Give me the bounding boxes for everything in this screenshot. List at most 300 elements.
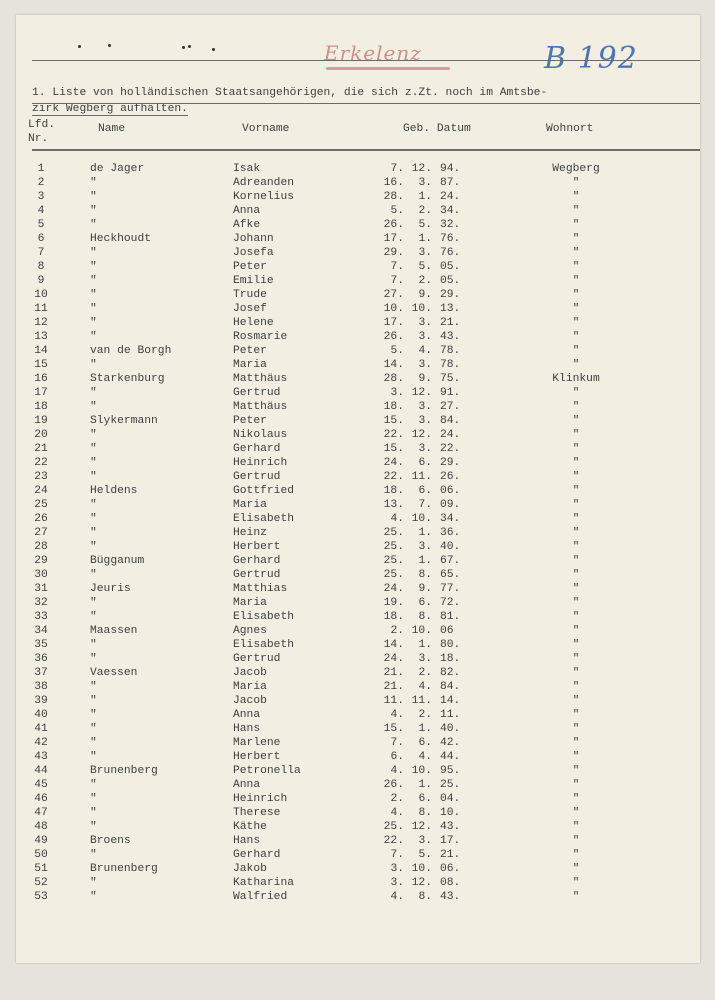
birth-day: 26. bbox=[383, 331, 404, 343]
row-number: 9 bbox=[37, 275, 45, 287]
birth-day: 4. bbox=[390, 807, 404, 819]
birth-month: 5. bbox=[418, 261, 432, 273]
birth-month: 11. bbox=[411, 695, 432, 707]
residence: " bbox=[572, 751, 580, 763]
row-number: 6 bbox=[37, 233, 45, 245]
first-name: Jakob bbox=[233, 863, 267, 875]
birth-month: 2. bbox=[418, 205, 432, 217]
surname: Maassen bbox=[90, 625, 138, 637]
surname: " bbox=[90, 247, 97, 259]
first-name: Josefa bbox=[233, 247, 274, 259]
birth-month: 11. bbox=[411, 471, 432, 483]
residence: " bbox=[572, 583, 580, 595]
row-number: 27 bbox=[34, 527, 48, 539]
birth-year: 09. bbox=[440, 499, 461, 511]
birth-day: 11. bbox=[383, 695, 404, 707]
table-row bbox=[0, 330, 700, 344]
birth-month: 1. bbox=[418, 779, 432, 791]
birth-year: 06 bbox=[440, 625, 454, 637]
table-row bbox=[0, 288, 700, 302]
birth-year: 76. bbox=[440, 233, 461, 245]
residence: " bbox=[572, 653, 580, 665]
row-number: 7 bbox=[37, 247, 45, 259]
birth-month: 9. bbox=[418, 373, 432, 385]
header-rule bbox=[32, 149, 700, 151]
first-name: Adreanden bbox=[233, 177, 295, 189]
first-name: Anna bbox=[233, 205, 261, 217]
birth-day: 22. bbox=[383, 471, 404, 483]
birth-month: 10. bbox=[411, 863, 432, 875]
birth-day: 25. bbox=[383, 569, 404, 581]
row-number: 4 bbox=[37, 205, 45, 217]
surname: " bbox=[90, 331, 97, 343]
birth-year: 76. bbox=[440, 247, 461, 259]
surname: Starkenburg bbox=[90, 373, 165, 385]
residence: " bbox=[572, 527, 580, 539]
birth-year: 43. bbox=[440, 331, 461, 343]
ink-speckles bbox=[42, 39, 212, 53]
birth-year: 29. bbox=[440, 457, 461, 469]
first-name: Gerhard bbox=[233, 555, 281, 567]
row-number: 53 bbox=[34, 891, 48, 903]
birth-day: 29. bbox=[383, 247, 404, 259]
table-row bbox=[0, 708, 700, 722]
birth-month: 8. bbox=[418, 891, 432, 903]
first-name: Kornelius bbox=[233, 191, 295, 203]
birth-month: 6. bbox=[418, 597, 432, 609]
birth-month: 3. bbox=[418, 401, 432, 413]
row-number: 26 bbox=[34, 513, 48, 525]
first-name: Jacob bbox=[233, 695, 267, 707]
birth-day: 15. bbox=[383, 415, 404, 427]
birth-month: 3. bbox=[418, 653, 432, 665]
birth-year: 67. bbox=[440, 555, 461, 567]
birth-month: 8. bbox=[418, 611, 432, 623]
row-number: 32 bbox=[34, 597, 48, 609]
row-number: 21 bbox=[34, 443, 48, 455]
table-row bbox=[0, 162, 700, 176]
surname: " bbox=[90, 779, 97, 791]
first-name: Agnes bbox=[233, 625, 267, 637]
first-name: Gertrud bbox=[233, 569, 281, 581]
residence: " bbox=[572, 891, 580, 903]
birth-day: 5. bbox=[390, 205, 404, 217]
birth-day: 28. bbox=[383, 373, 404, 385]
birth-day: 21. bbox=[383, 667, 404, 679]
row-number: 52 bbox=[34, 877, 48, 889]
birth-month: 10. bbox=[411, 625, 432, 637]
birth-month: 1. bbox=[418, 233, 432, 245]
row-number: 5 bbox=[37, 219, 45, 231]
row-number: 45 bbox=[34, 779, 48, 791]
row-number: 25 bbox=[34, 499, 48, 511]
surname: " bbox=[90, 275, 97, 287]
birth-year: 95. bbox=[440, 765, 461, 777]
birth-year: 65. bbox=[440, 569, 461, 581]
table-row bbox=[0, 694, 700, 708]
birth-month: 8. bbox=[418, 807, 432, 819]
birth-year: 06. bbox=[440, 863, 461, 875]
birth-month: 1. bbox=[418, 527, 432, 539]
surname: " bbox=[90, 751, 97, 763]
birth-year: 40. bbox=[440, 723, 461, 735]
birth-day: 2. bbox=[390, 793, 404, 805]
table-row bbox=[0, 302, 700, 316]
document-title bbox=[32, 85, 700, 117]
birth-month: 2. bbox=[418, 667, 432, 679]
surname: " bbox=[90, 429, 97, 441]
table-row bbox=[0, 890, 700, 904]
birth-day: 18. bbox=[383, 401, 404, 413]
table-row bbox=[0, 260, 700, 274]
surname: " bbox=[90, 849, 97, 861]
row-number: 15 bbox=[34, 359, 48, 371]
surname: " bbox=[90, 737, 97, 749]
table-row bbox=[0, 344, 700, 358]
row-number: 11 bbox=[34, 303, 48, 315]
residence: " bbox=[572, 359, 580, 371]
birth-day: 26. bbox=[383, 779, 404, 791]
residence: " bbox=[572, 331, 580, 343]
first-name: Hans bbox=[233, 723, 261, 735]
surname: Vaessen bbox=[90, 667, 138, 679]
table-row bbox=[0, 540, 700, 554]
first-name: Maria bbox=[233, 499, 267, 511]
residence: " bbox=[572, 261, 580, 273]
table-row bbox=[0, 638, 700, 652]
row-number: 3 bbox=[37, 191, 45, 203]
first-name: Nikolaus bbox=[233, 429, 288, 441]
table-row bbox=[0, 484, 700, 498]
row-number: 20 bbox=[34, 429, 48, 441]
birth-month: 10. bbox=[411, 303, 432, 315]
birth-month: 4. bbox=[418, 345, 432, 357]
birth-month: 9. bbox=[418, 583, 432, 595]
birth-day: 4. bbox=[390, 765, 404, 777]
surname: " bbox=[90, 289, 97, 301]
birth-year: 24. bbox=[440, 191, 461, 203]
birth-month: 12. bbox=[411, 877, 432, 889]
birth-month: 3. bbox=[418, 835, 432, 847]
first-name: Walfried bbox=[233, 891, 288, 903]
surname: " bbox=[90, 891, 97, 903]
table-row bbox=[0, 414, 700, 428]
birth-year: 06. bbox=[440, 485, 461, 497]
birth-day: 4. bbox=[390, 709, 404, 721]
surname: " bbox=[90, 191, 97, 203]
surname: " bbox=[90, 219, 97, 231]
birth-month: 6. bbox=[418, 457, 432, 469]
birth-month: 2. bbox=[418, 275, 432, 287]
residence: " bbox=[572, 541, 580, 553]
surname: " bbox=[90, 639, 97, 651]
surname: " bbox=[90, 387, 97, 399]
row-number: 30 bbox=[34, 569, 48, 581]
row-number: 31 bbox=[34, 583, 48, 595]
birth-day: 22. bbox=[383, 429, 404, 441]
residence: " bbox=[572, 821, 580, 833]
birth-day: 16. bbox=[383, 177, 404, 189]
row-number: 13 bbox=[34, 331, 48, 343]
birth-year: 25. bbox=[440, 779, 461, 791]
birth-month: 3. bbox=[418, 177, 432, 189]
residence: " bbox=[572, 877, 580, 889]
first-name: Gertrud bbox=[233, 387, 281, 399]
table-row bbox=[0, 652, 700, 666]
row-number: 50 bbox=[34, 849, 48, 861]
residence: " bbox=[572, 835, 580, 847]
birth-year: 44. bbox=[440, 751, 461, 763]
surname: " bbox=[90, 303, 97, 315]
person-table bbox=[0, 162, 700, 904]
residence: " bbox=[572, 317, 580, 329]
first-name: Emilie bbox=[233, 275, 274, 287]
birth-year: 18. bbox=[440, 653, 461, 665]
row-number: 18 bbox=[34, 401, 48, 413]
birth-day: 28. bbox=[383, 191, 404, 203]
residence: " bbox=[572, 695, 580, 707]
row-number: 42 bbox=[34, 737, 48, 749]
surname: Bügganum bbox=[90, 555, 145, 567]
first-name: Gertrud bbox=[233, 653, 281, 665]
first-name: Anna bbox=[233, 709, 261, 721]
first-name: Petronella bbox=[233, 765, 301, 777]
surname: " bbox=[90, 709, 97, 721]
first-name: Matthäus bbox=[233, 401, 288, 413]
first-name: Helene bbox=[233, 317, 274, 329]
birth-day: 4. bbox=[390, 891, 404, 903]
first-name: Marlene bbox=[233, 737, 281, 749]
residence: " bbox=[572, 443, 580, 455]
birth-year: 78. bbox=[440, 359, 461, 371]
first-name: Herbert bbox=[233, 751, 281, 763]
birth-month: 8. bbox=[418, 569, 432, 581]
residence: " bbox=[572, 219, 580, 231]
row-number: 2 bbox=[37, 177, 45, 189]
first-name: Heinrich bbox=[233, 457, 288, 469]
birth-day: 17. bbox=[383, 317, 404, 329]
residence: " bbox=[572, 247, 580, 259]
first-name: Maria bbox=[233, 359, 267, 371]
birth-month: 6. bbox=[418, 793, 432, 805]
birth-month: 1. bbox=[418, 723, 432, 735]
table-row bbox=[0, 820, 700, 834]
birth-year: 77. bbox=[440, 583, 461, 595]
row-number: 43 bbox=[34, 751, 48, 763]
birth-day: 24. bbox=[383, 457, 404, 469]
table-row bbox=[0, 666, 700, 680]
residence: " bbox=[572, 177, 580, 189]
surname: " bbox=[90, 569, 97, 581]
row-number: 24 bbox=[34, 485, 48, 497]
birth-month: 3. bbox=[418, 415, 432, 427]
table-row bbox=[0, 512, 700, 526]
table-row bbox=[0, 680, 700, 694]
surname: " bbox=[90, 499, 97, 511]
residence: " bbox=[572, 485, 580, 497]
row-number: 39 bbox=[34, 695, 48, 707]
table-row bbox=[0, 190, 700, 204]
residence: " bbox=[572, 345, 580, 357]
table-row bbox=[0, 568, 700, 582]
birth-month: 3. bbox=[418, 247, 432, 259]
birth-day: 5. bbox=[390, 345, 404, 357]
table-row bbox=[0, 624, 700, 638]
row-number: 28 bbox=[34, 541, 48, 553]
birth-day: 2. bbox=[390, 625, 404, 637]
archive-reference-stamp: Erkelenz bbox=[324, 41, 422, 65]
row-number: 46 bbox=[34, 793, 48, 805]
first-name: Isak bbox=[233, 163, 261, 175]
table-row bbox=[0, 764, 700, 778]
surname: " bbox=[90, 177, 97, 189]
table-row bbox=[0, 792, 700, 806]
first-name: Peter bbox=[233, 415, 267, 427]
first-name: Herbert bbox=[233, 541, 281, 553]
table-row bbox=[0, 554, 700, 568]
birth-day: 15. bbox=[383, 723, 404, 735]
top-rule bbox=[32, 60, 700, 61]
birth-year: 43. bbox=[440, 891, 461, 903]
row-number: 12 bbox=[34, 317, 48, 329]
row-number: 44 bbox=[34, 765, 48, 777]
table-row bbox=[0, 582, 700, 596]
birth-day: 26. bbox=[383, 219, 404, 231]
residence: " bbox=[572, 191, 580, 203]
birth-day: 14. bbox=[383, 359, 404, 371]
birth-month: 5. bbox=[418, 219, 432, 231]
surname: Jeuris bbox=[90, 583, 131, 595]
table-row bbox=[0, 596, 700, 610]
table-row bbox=[0, 722, 700, 736]
birth-year: 75. bbox=[440, 373, 461, 385]
surname: " bbox=[90, 457, 97, 469]
birth-month: 9. bbox=[418, 289, 432, 301]
surname: " bbox=[90, 793, 97, 805]
first-name: Hans bbox=[233, 835, 261, 847]
birth-month: 1. bbox=[418, 555, 432, 567]
title-line-2: zirk Wegberg aufhalten. bbox=[32, 103, 188, 115]
residence: Klinkum bbox=[552, 373, 600, 385]
birth-month: 6. bbox=[418, 737, 432, 749]
surname: Brunenberg bbox=[90, 765, 158, 777]
birth-month: 3. bbox=[418, 359, 432, 371]
birth-year: 17. bbox=[440, 835, 461, 847]
surname: Heldens bbox=[90, 485, 138, 497]
birth-day: 24. bbox=[383, 653, 404, 665]
table-row bbox=[0, 372, 700, 386]
birth-month: 4. bbox=[418, 751, 432, 763]
residence: " bbox=[572, 723, 580, 735]
birth-year: 29. bbox=[440, 289, 461, 301]
residence: " bbox=[572, 765, 580, 777]
birth-year: 32. bbox=[440, 219, 461, 231]
birth-year: 08. bbox=[440, 877, 461, 889]
first-name: Matthäus bbox=[233, 373, 288, 385]
birth-year: 91. bbox=[440, 387, 461, 399]
first-name: Maria bbox=[233, 681, 267, 693]
birth-year: 24. bbox=[440, 429, 461, 441]
surname: " bbox=[90, 597, 97, 609]
table-row bbox=[0, 204, 700, 218]
birth-year: 22. bbox=[440, 443, 461, 455]
first-name: Rosmarie bbox=[233, 331, 288, 343]
birth-year: 34. bbox=[440, 513, 461, 525]
first-name: Peter bbox=[233, 261, 267, 273]
row-number: 1 bbox=[37, 163, 45, 175]
row-number: 16 bbox=[34, 373, 48, 385]
row-number: 38 bbox=[34, 681, 48, 693]
table-row bbox=[0, 470, 700, 484]
first-name: Therese bbox=[233, 807, 281, 819]
residence: " bbox=[572, 555, 580, 567]
table-row bbox=[0, 848, 700, 862]
surname: " bbox=[90, 877, 97, 889]
birth-month: 10. bbox=[411, 513, 432, 525]
first-name: Johann bbox=[233, 233, 274, 245]
table-row bbox=[0, 876, 700, 890]
birth-day: 6. bbox=[390, 751, 404, 763]
first-name: Afke bbox=[233, 219, 261, 231]
birth-month: 3. bbox=[418, 541, 432, 553]
table-row bbox=[0, 806, 700, 820]
birth-day: 7. bbox=[390, 737, 404, 749]
residence: " bbox=[572, 429, 580, 441]
surname: " bbox=[90, 681, 97, 693]
residence: " bbox=[572, 667, 580, 679]
residence: " bbox=[572, 807, 580, 819]
first-name: Gerhard bbox=[233, 849, 281, 861]
row-number: 49 bbox=[34, 835, 48, 847]
birth-day: 21. bbox=[383, 681, 404, 693]
residence: " bbox=[572, 205, 580, 217]
residence: " bbox=[572, 597, 580, 609]
surname: " bbox=[90, 527, 97, 539]
header-geb-datum: Geb. Datum bbox=[403, 123, 471, 135]
archive-reference-underline bbox=[326, 67, 450, 70]
row-number: 41 bbox=[34, 723, 48, 735]
birth-day: 7. bbox=[390, 275, 404, 287]
residence: " bbox=[572, 611, 580, 623]
table-row bbox=[0, 778, 700, 792]
birth-day: 25. bbox=[383, 555, 404, 567]
row-number: 22 bbox=[34, 457, 48, 469]
birth-day: 27. bbox=[383, 289, 404, 301]
birth-year: 36. bbox=[440, 527, 461, 539]
birth-day: 3. bbox=[390, 387, 404, 399]
residence: " bbox=[572, 569, 580, 581]
birth-year: 27. bbox=[440, 401, 461, 413]
birth-year: 34. bbox=[440, 205, 461, 217]
row-number: 10 bbox=[34, 289, 48, 301]
birth-year: 84. bbox=[440, 415, 461, 427]
row-number: 17 bbox=[34, 387, 48, 399]
residence: " bbox=[572, 233, 580, 245]
residence: " bbox=[572, 275, 580, 287]
birth-day: 7. bbox=[390, 163, 404, 175]
row-number: 23 bbox=[34, 471, 48, 483]
surname: " bbox=[90, 723, 97, 735]
first-name: Jacob bbox=[233, 667, 267, 679]
first-name: Heinrich bbox=[233, 793, 288, 805]
first-name: Josef bbox=[233, 303, 267, 315]
table-row bbox=[0, 218, 700, 232]
first-name: Trude bbox=[233, 289, 267, 301]
surname: " bbox=[90, 443, 97, 455]
first-name: Elisabeth bbox=[233, 639, 295, 651]
birth-day: 25. bbox=[383, 527, 404, 539]
birth-day: 7. bbox=[390, 261, 404, 273]
